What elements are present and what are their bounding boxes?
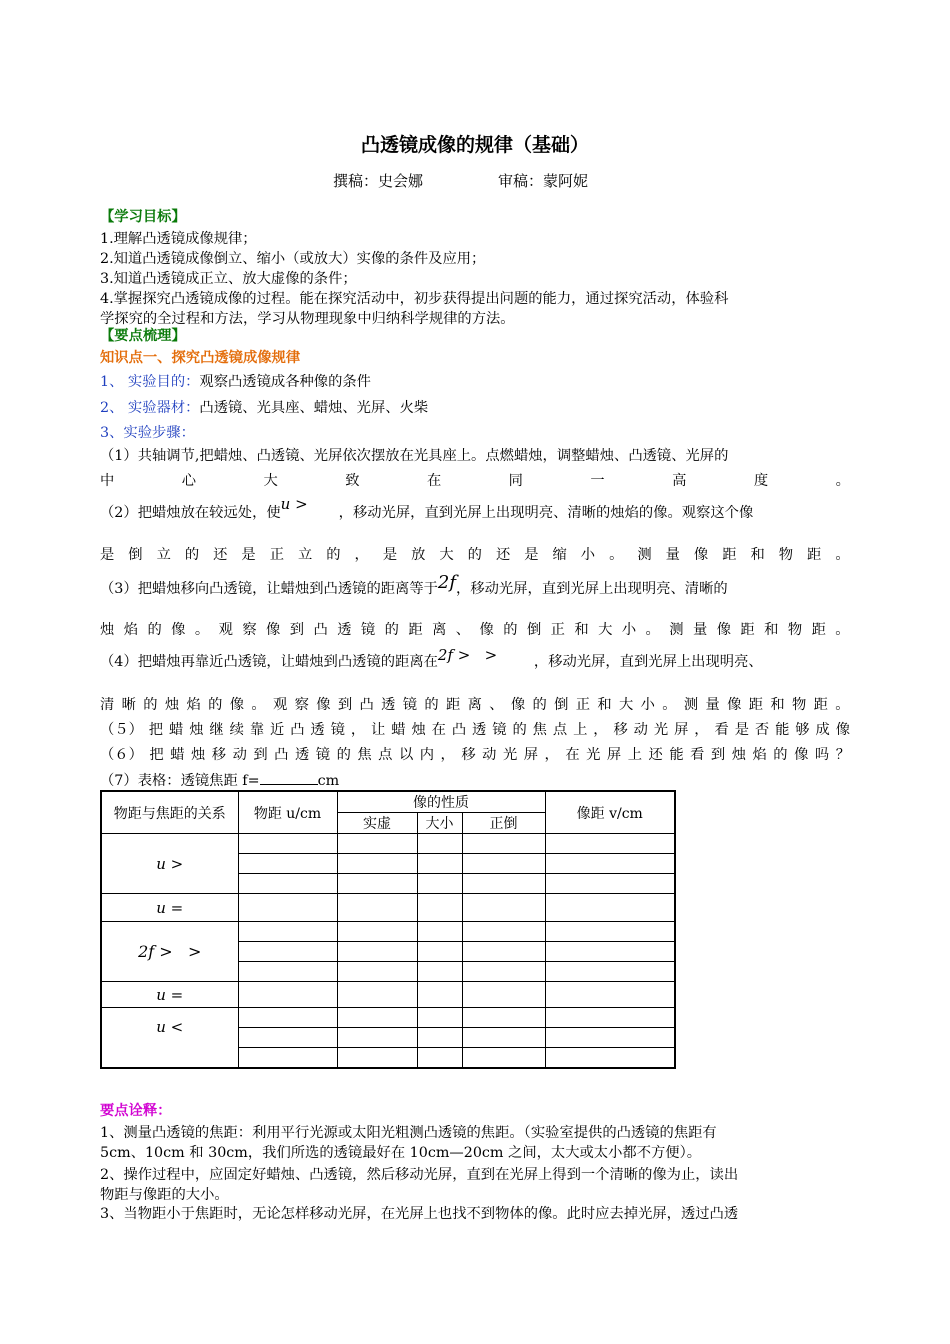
table-cell[interactable]	[462, 942, 545, 962]
justified-char: 物	[787, 622, 803, 638]
justified-char: 。	[194, 622, 210, 638]
justified-char: 小	[621, 622, 637, 638]
step-7-text: （7）表格：透镜焦距 f=	[100, 773, 260, 789]
justified-char: 。	[835, 697, 850, 713]
justified-char: ，	[544, 747, 559, 763]
table-cell[interactable]	[337, 894, 417, 922]
justified-char: 能	[775, 722, 790, 738]
math-expression: 2f	[437, 572, 457, 593]
justified-char: 凸	[290, 722, 305, 738]
justified-char: 是	[241, 547, 256, 563]
justified-char: 光	[502, 747, 518, 763]
points-heading: 【要点梳理】	[100, 328, 186, 344]
step-1-line-2	[100, 473, 850, 490]
justified-char: 正	[269, 547, 284, 563]
table-cell[interactable]	[337, 922, 417, 942]
justified-char: 烛	[190, 747, 206, 763]
justified-char: 透	[472, 722, 487, 738]
table-cell[interactable]	[462, 962, 545, 982]
justified-char: 够	[795, 722, 810, 738]
justified-char: 到	[710, 747, 726, 763]
goal-item: 1.理解凸透镜成像规律；	[100, 231, 257, 247]
purpose-label: 1、 实验目的：	[100, 374, 200, 390]
justified-char: ，	[694, 722, 709, 738]
justified-char: 、	[455, 622, 471, 638]
justified-char: 像	[716, 622, 731, 638]
justified-char: 察	[294, 697, 309, 713]
table-cell[interactable]	[545, 982, 675, 1008]
math-expression: 2f > >	[437, 646, 498, 664]
justified-char: 大	[263, 473, 278, 489]
table-cell[interactable]	[417, 982, 462, 1008]
justified-char: 凸	[313, 622, 328, 638]
justified-char: 看	[690, 747, 705, 763]
justified-char: 像	[479, 622, 494, 638]
table-cell[interactable]	[462, 874, 545, 894]
justified-char: （６）	[100, 747, 143, 763]
justified-char: 致	[345, 473, 360, 489]
justified-char: 焰	[752, 747, 767, 763]
justified-char: 靠	[249, 722, 265, 738]
justified-char: 高	[672, 473, 687, 489]
justified-char: 凸	[451, 722, 467, 738]
justified-char: 的	[467, 547, 482, 563]
justified-char: 距	[446, 697, 461, 713]
justified-char: 是	[524, 547, 539, 563]
table-cell[interactable]	[545, 874, 675, 894]
table-cell[interactable]	[337, 854, 417, 874]
justified-char: 到	[337, 697, 353, 713]
justified-char: 烛	[731, 747, 746, 763]
goal-item: 4.掌握探究凸透镜成像的过程。能在探究活动中，初步获得提出问题的能力，通过探究活动，体验科	[100, 291, 729, 307]
justified-char: 透	[310, 722, 325, 738]
justified-char: 到	[289, 622, 305, 638]
justified-char: 缩	[552, 547, 567, 563]
purpose-text: 观察凸透镜成各种像的条件	[199, 374, 371, 390]
justified-char: 烛	[164, 697, 180, 713]
justified-char: 小	[580, 547, 596, 563]
justified-char: 。	[835, 622, 850, 638]
goal-item: 2.知道凸透镜成像倒立、缩小（或放大）实像的条件及应用；	[100, 251, 486, 267]
equipment-label: 2、 实验器材：	[100, 400, 200, 416]
table-cell[interactable]	[238, 922, 337, 942]
justified-char: 心	[181, 473, 197, 489]
justified-char: 成	[815, 722, 830, 738]
justified-char: 光	[653, 722, 669, 738]
justified-char: 像	[266, 622, 281, 638]
justified-char: 上	[627, 747, 643, 763]
justified-char: 物	[792, 697, 807, 713]
justified-char: 到	[253, 747, 268, 763]
justified-char: 还	[648, 747, 663, 763]
justified-char: 倒	[554, 697, 569, 713]
table-cell[interactable]	[238, 1028, 337, 1048]
table-cell[interactable]	[238, 834, 337, 854]
justified-char: 距	[748, 697, 764, 713]
equipment-text: 凸透镜、光具座、蜡烛、光屏、火柴	[199, 400, 429, 416]
justified-char: 蜡	[391, 722, 406, 738]
step-2-text: （2）把蜡烛放在较远处，使	[100, 505, 281, 521]
justified-char: 在	[565, 747, 580, 763]
justified-char: 烛	[100, 622, 115, 638]
justified-char: 凸	[359, 697, 374, 713]
table-cell[interactable]	[545, 894, 675, 922]
justified-char: 的	[143, 697, 158, 713]
justified-char: 屏	[523, 747, 539, 763]
table-cell[interactable]	[545, 834, 675, 854]
justified-char: 、	[489, 697, 504, 713]
justified-char: 正	[550, 622, 565, 638]
header-object-distance: 物距 u/cm	[238, 791, 337, 834]
justified-char: 离	[432, 622, 447, 638]
table-cell[interactable]	[417, 942, 462, 962]
table-cell[interactable]	[238, 982, 337, 1008]
justified-char: 的	[532, 697, 547, 713]
justified-char: 和	[574, 622, 589, 638]
table-cell[interactable]	[337, 874, 417, 894]
justified-char: 距	[722, 547, 737, 563]
justified-char: 的	[424, 697, 439, 713]
row-label-u-less: u <	[101, 1008, 238, 1068]
table-cell[interactable]	[545, 1028, 675, 1048]
justified-char: 把	[149, 747, 164, 763]
step-3-line-2	[100, 622, 850, 639]
justified-char: 观	[273, 697, 288, 713]
justified-char: 能	[669, 747, 684, 763]
table-cell[interactable]	[462, 854, 545, 874]
justified-char: 距	[811, 622, 826, 638]
row-label-u-equal-2f: u =	[101, 894, 238, 922]
justified-char: 中	[100, 473, 115, 489]
knowledge-point-heading: 知识点一、探究凸透镜成像规律	[100, 350, 301, 366]
justified-char: 焦	[532, 722, 547, 738]
justified-char: 是	[100, 547, 115, 563]
justified-char: 一	[590, 473, 605, 489]
table-cell[interactable]	[238, 942, 337, 962]
justified-char: 否	[754, 722, 770, 738]
justified-char: 。	[835, 473, 850, 489]
justified-char: 像	[835, 722, 850, 738]
justified-char: 烛	[411, 722, 426, 738]
justified-char: ，	[593, 722, 608, 738]
step-2-line-1	[100, 495, 754, 522]
step-6-line	[100, 747, 850, 764]
step-7-line	[100, 772, 339, 790]
table-cell[interactable]	[462, 1048, 545, 1068]
table-cell[interactable]	[238, 1008, 337, 1028]
justified-char: 的	[336, 747, 351, 763]
justified-char: 透	[294, 747, 310, 763]
table-cell[interactable]	[417, 1048, 462, 1068]
step-4-line-2	[100, 697, 850, 714]
justified-char: 同	[508, 473, 523, 489]
experiment-equipment	[100, 400, 428, 417]
justified-char: 镜	[402, 697, 418, 713]
header-orientation: 正倒	[462, 813, 545, 834]
justified-char: 看	[714, 722, 729, 738]
justified-char: 像	[171, 622, 186, 638]
justified-char: ，	[354, 547, 369, 563]
justified-char: （５）	[100, 722, 143, 738]
justified-char: 。	[835, 547, 850, 563]
justified-char: 的	[512, 722, 527, 738]
table-cell[interactable]	[337, 982, 417, 1008]
goal-item: 3.知道凸透镜成正立、放大虚像的条件；	[100, 271, 357, 287]
focal-length-blank[interactable]	[260, 772, 318, 785]
table-cell[interactable]	[417, 1008, 462, 1028]
note-line: 5cm、10cm 和 30cm，我们所选的透镜最好在 10cm—20cm 之间，太大或太小都不方便）。	[100, 1145, 702, 1161]
header-relation: 物距与焦距的关系	[101, 791, 238, 834]
justified-char: 和	[750, 547, 765, 563]
justified-char: 和	[764, 622, 779, 638]
justified-char: 像	[794, 747, 809, 763]
justified-char: 距	[807, 547, 822, 563]
justified-char: 透	[381, 697, 396, 713]
justified-char: 立	[297, 547, 313, 563]
justified-char: 的	[326, 547, 341, 563]
table-cell[interactable]	[545, 962, 675, 982]
justified-char: 动	[232, 747, 247, 763]
justified-char: 。	[609, 547, 624, 563]
justified-char: ，	[350, 722, 366, 738]
justified-char: 动	[633, 722, 648, 738]
justified-char: 续	[229, 722, 244, 738]
justified-char: 镜	[330, 722, 345, 738]
justified-char: 像	[229, 697, 245, 713]
justified-char: 距	[813, 697, 828, 713]
justified-char: 测	[637, 547, 652, 563]
table-cell[interactable]	[337, 942, 417, 962]
justified-char: 和	[770, 697, 785, 713]
justified-char: 像	[510, 697, 526, 713]
justified-char: 大	[439, 547, 454, 563]
justified-char: 移	[613, 722, 628, 738]
row-label-u-equal-f: u =	[101, 982, 238, 1008]
justified-char: 距	[408, 622, 423, 638]
step-1-line-1: （1）共轴调节,把蜡烛、凸透镜、光屏依次摆放在光具座上。点燃蜡烛，调整蜡烛、凸透镜、光屏的	[100, 448, 729, 464]
step-4-text: ，移动光屏，直到光屏上出现明亮、	[533, 654, 763, 670]
table-cell[interactable]	[545, 1048, 675, 1068]
justified-char: 蜡	[169, 722, 184, 738]
justified-char: 在	[431, 722, 446, 738]
justified-char: 把	[148, 722, 164, 738]
justified-char: 烛	[189, 722, 204, 738]
step-3-text: ，移动光屏，直到光屏上出现明亮、清晰的	[456, 581, 728, 597]
notes-heading: 要点诠释：	[100, 1103, 172, 1119]
justified-char: 的	[208, 697, 223, 713]
table-cell[interactable]	[417, 874, 462, 894]
justified-char: 晰	[121, 697, 136, 713]
justified-char: 度	[753, 473, 769, 489]
justified-char: 大	[598, 622, 613, 638]
note-line: 2、操作过程中，应固定好蜡烛、凸透镜，然后移动光屏，直到在光屏上得到一个清晰的像为止，读出	[100, 1167, 739, 1183]
justified-char: 。	[251, 697, 266, 713]
justified-char: 的	[384, 622, 399, 638]
table-cell[interactable]	[337, 962, 417, 982]
table-cell[interactable]	[417, 962, 462, 982]
table-cell[interactable]	[337, 1048, 417, 1068]
justified-char: 测	[669, 622, 684, 638]
justified-char: 屏	[606, 747, 622, 763]
step-4-text: （4）把蜡烛再靠近凸透镜，让蜡烛到凸透镜的距离在	[100, 654, 438, 670]
step-2-line-2	[100, 547, 850, 564]
step-5-line	[100, 722, 850, 739]
table-cell[interactable]	[337, 1008, 417, 1028]
header-image-nature: 像的性质	[337, 791, 545, 813]
table-cell[interactable]	[545, 1008, 675, 1028]
justified-char: 放	[411, 547, 426, 563]
justified-char: 是	[382, 547, 398, 563]
step-4-line-1	[100, 646, 763, 671]
justified-char: 的	[773, 747, 788, 763]
justified-char: ，	[440, 747, 455, 763]
justified-char: 倒	[128, 547, 143, 563]
table-cell[interactable]	[462, 894, 545, 922]
reviewer-credit: 审稿：蒙阿妮	[498, 172, 589, 190]
page-title: 凸透镜成像的规律（基础）	[360, 134, 589, 156]
step-3-line-1	[100, 572, 728, 599]
step-2-text: ，移动光屏，直到光屏上出现明亮、清晰的烛焰的像。观察这个像	[338, 505, 754, 521]
justified-char: 。	[662, 697, 677, 713]
steps-label: 3、实验步骤：	[100, 425, 195, 441]
justified-char: 量	[692, 622, 708, 638]
justified-char: 像	[316, 697, 331, 713]
table-cell[interactable]	[238, 874, 337, 894]
justified-char: 移	[461, 747, 476, 763]
experiment-purpose	[100, 374, 371, 391]
row-label-u-greater: u >	[101, 834, 238, 894]
justified-char: 焦	[357, 747, 372, 763]
header-real-virtual: 实虚	[337, 813, 417, 834]
table-cell[interactable]	[337, 834, 417, 854]
table-cell[interactable]	[545, 854, 675, 874]
justified-char: 以	[398, 747, 414, 763]
table-cell[interactable]	[417, 922, 462, 942]
justified-char: 上	[573, 722, 588, 738]
justified-char: 内	[419, 747, 435, 763]
table-cell[interactable]	[337, 1028, 417, 1048]
justified-char: 的	[184, 547, 200, 563]
step-7-unit: cm	[317, 773, 340, 789]
justified-char: 量	[665, 547, 680, 563]
table-cell[interactable]	[545, 922, 675, 942]
justified-char: 像	[693, 547, 709, 563]
justified-char: 像	[727, 697, 742, 713]
justified-char: 焰	[123, 622, 139, 638]
justified-char: 屏	[674, 722, 689, 738]
justified-char: 点	[552, 722, 568, 738]
experiment-table	[100, 790, 676, 1069]
justified-char: 点	[378, 747, 393, 763]
note-line: 物距与像距的大小。	[100, 1187, 229, 1203]
justified-char: 观	[218, 622, 233, 638]
table-cell[interactable]	[462, 1028, 545, 1048]
justified-char: 在	[426, 473, 442, 489]
justified-char: 大	[619, 697, 634, 713]
justified-char: 继	[209, 722, 224, 738]
authors-line	[333, 170, 588, 191]
justified-char: 是	[734, 722, 749, 738]
row-label-between-f-2f: 2f > >	[101, 922, 238, 982]
justified-char: ？	[835, 747, 850, 763]
justified-char: 让	[371, 722, 386, 738]
table-cell[interactable]	[238, 854, 337, 874]
justified-char: 察	[242, 622, 257, 638]
table-cell[interactable]	[545, 942, 675, 962]
justified-char: 立	[156, 547, 171, 563]
justified-char: 的	[503, 622, 518, 638]
writer-credit: 撰稿：史会娜	[333, 172, 424, 190]
justified-char: 正	[575, 697, 591, 713]
justified-char: 动	[482, 747, 497, 763]
justified-char: 还	[213, 547, 228, 563]
justified-char: 离	[467, 697, 482, 713]
justified-char: 透	[337, 622, 352, 638]
goals-heading: 【学习目标】	[100, 209, 186, 225]
table-cell[interactable]	[238, 962, 337, 982]
justified-char: 量	[705, 697, 720, 713]
justified-char: 和	[597, 697, 612, 713]
goal-item: 学探究的全过程和方法，学习从物理现象中归纳科学规律的方法。	[100, 311, 515, 327]
table-cell[interactable]	[417, 834, 462, 854]
justified-char: 移	[211, 747, 227, 763]
justified-char: 。	[645, 622, 660, 638]
note-line: 1、测量凸透镜的焦距：利用平行光源或太阳光粗测凸透镜的焦距。（实验室提供的凸透镜的焦距有	[100, 1125, 717, 1141]
math-expression: u >	[280, 495, 308, 513]
table-cell[interactable]	[417, 894, 462, 922]
justified-char: 近	[270, 722, 285, 738]
justified-char: 测	[683, 697, 699, 713]
justified-char: 镜	[360, 622, 376, 638]
table-cell[interactable]	[462, 922, 545, 942]
table-cell[interactable]	[462, 982, 545, 1008]
justified-char: 物	[778, 547, 794, 563]
justified-char: 吗	[814, 747, 830, 763]
step-3-text: （3）把蜡烛移向凸透镜，让蜡烛到凸透镜的距离等于	[100, 581, 438, 597]
table-cell[interactable]	[417, 1028, 462, 1048]
justified-char: 小	[640, 697, 655, 713]
justified-char: 蜡	[170, 747, 185, 763]
justified-char: 的	[147, 622, 162, 638]
table-cell[interactable]	[417, 854, 462, 874]
justified-char: 还	[495, 547, 511, 563]
note-line: 3、当物距小于焦距时，无论怎样移动光屏，在光屏上也找不到物体的像。此时应去掉光屏，透过凸透	[100, 1206, 739, 1222]
justified-char: 焰	[186, 697, 201, 713]
justified-char: 倒	[526, 622, 542, 638]
table-cell[interactable]	[238, 1048, 337, 1068]
table-cell[interactable]	[238, 894, 337, 922]
header-image-distance: 像距 v/cm	[545, 791, 675, 834]
justified-char: 清	[100, 697, 115, 713]
justified-char: 距	[740, 622, 755, 638]
justified-char: 凸	[274, 747, 289, 763]
header-size: 大小	[417, 813, 462, 834]
table-cell[interactable]	[462, 834, 545, 854]
justified-char: 镜	[315, 747, 331, 763]
table-cell[interactable]	[462, 1008, 545, 1028]
justified-char: 镜	[492, 722, 507, 738]
justified-char: 光	[586, 747, 601, 763]
